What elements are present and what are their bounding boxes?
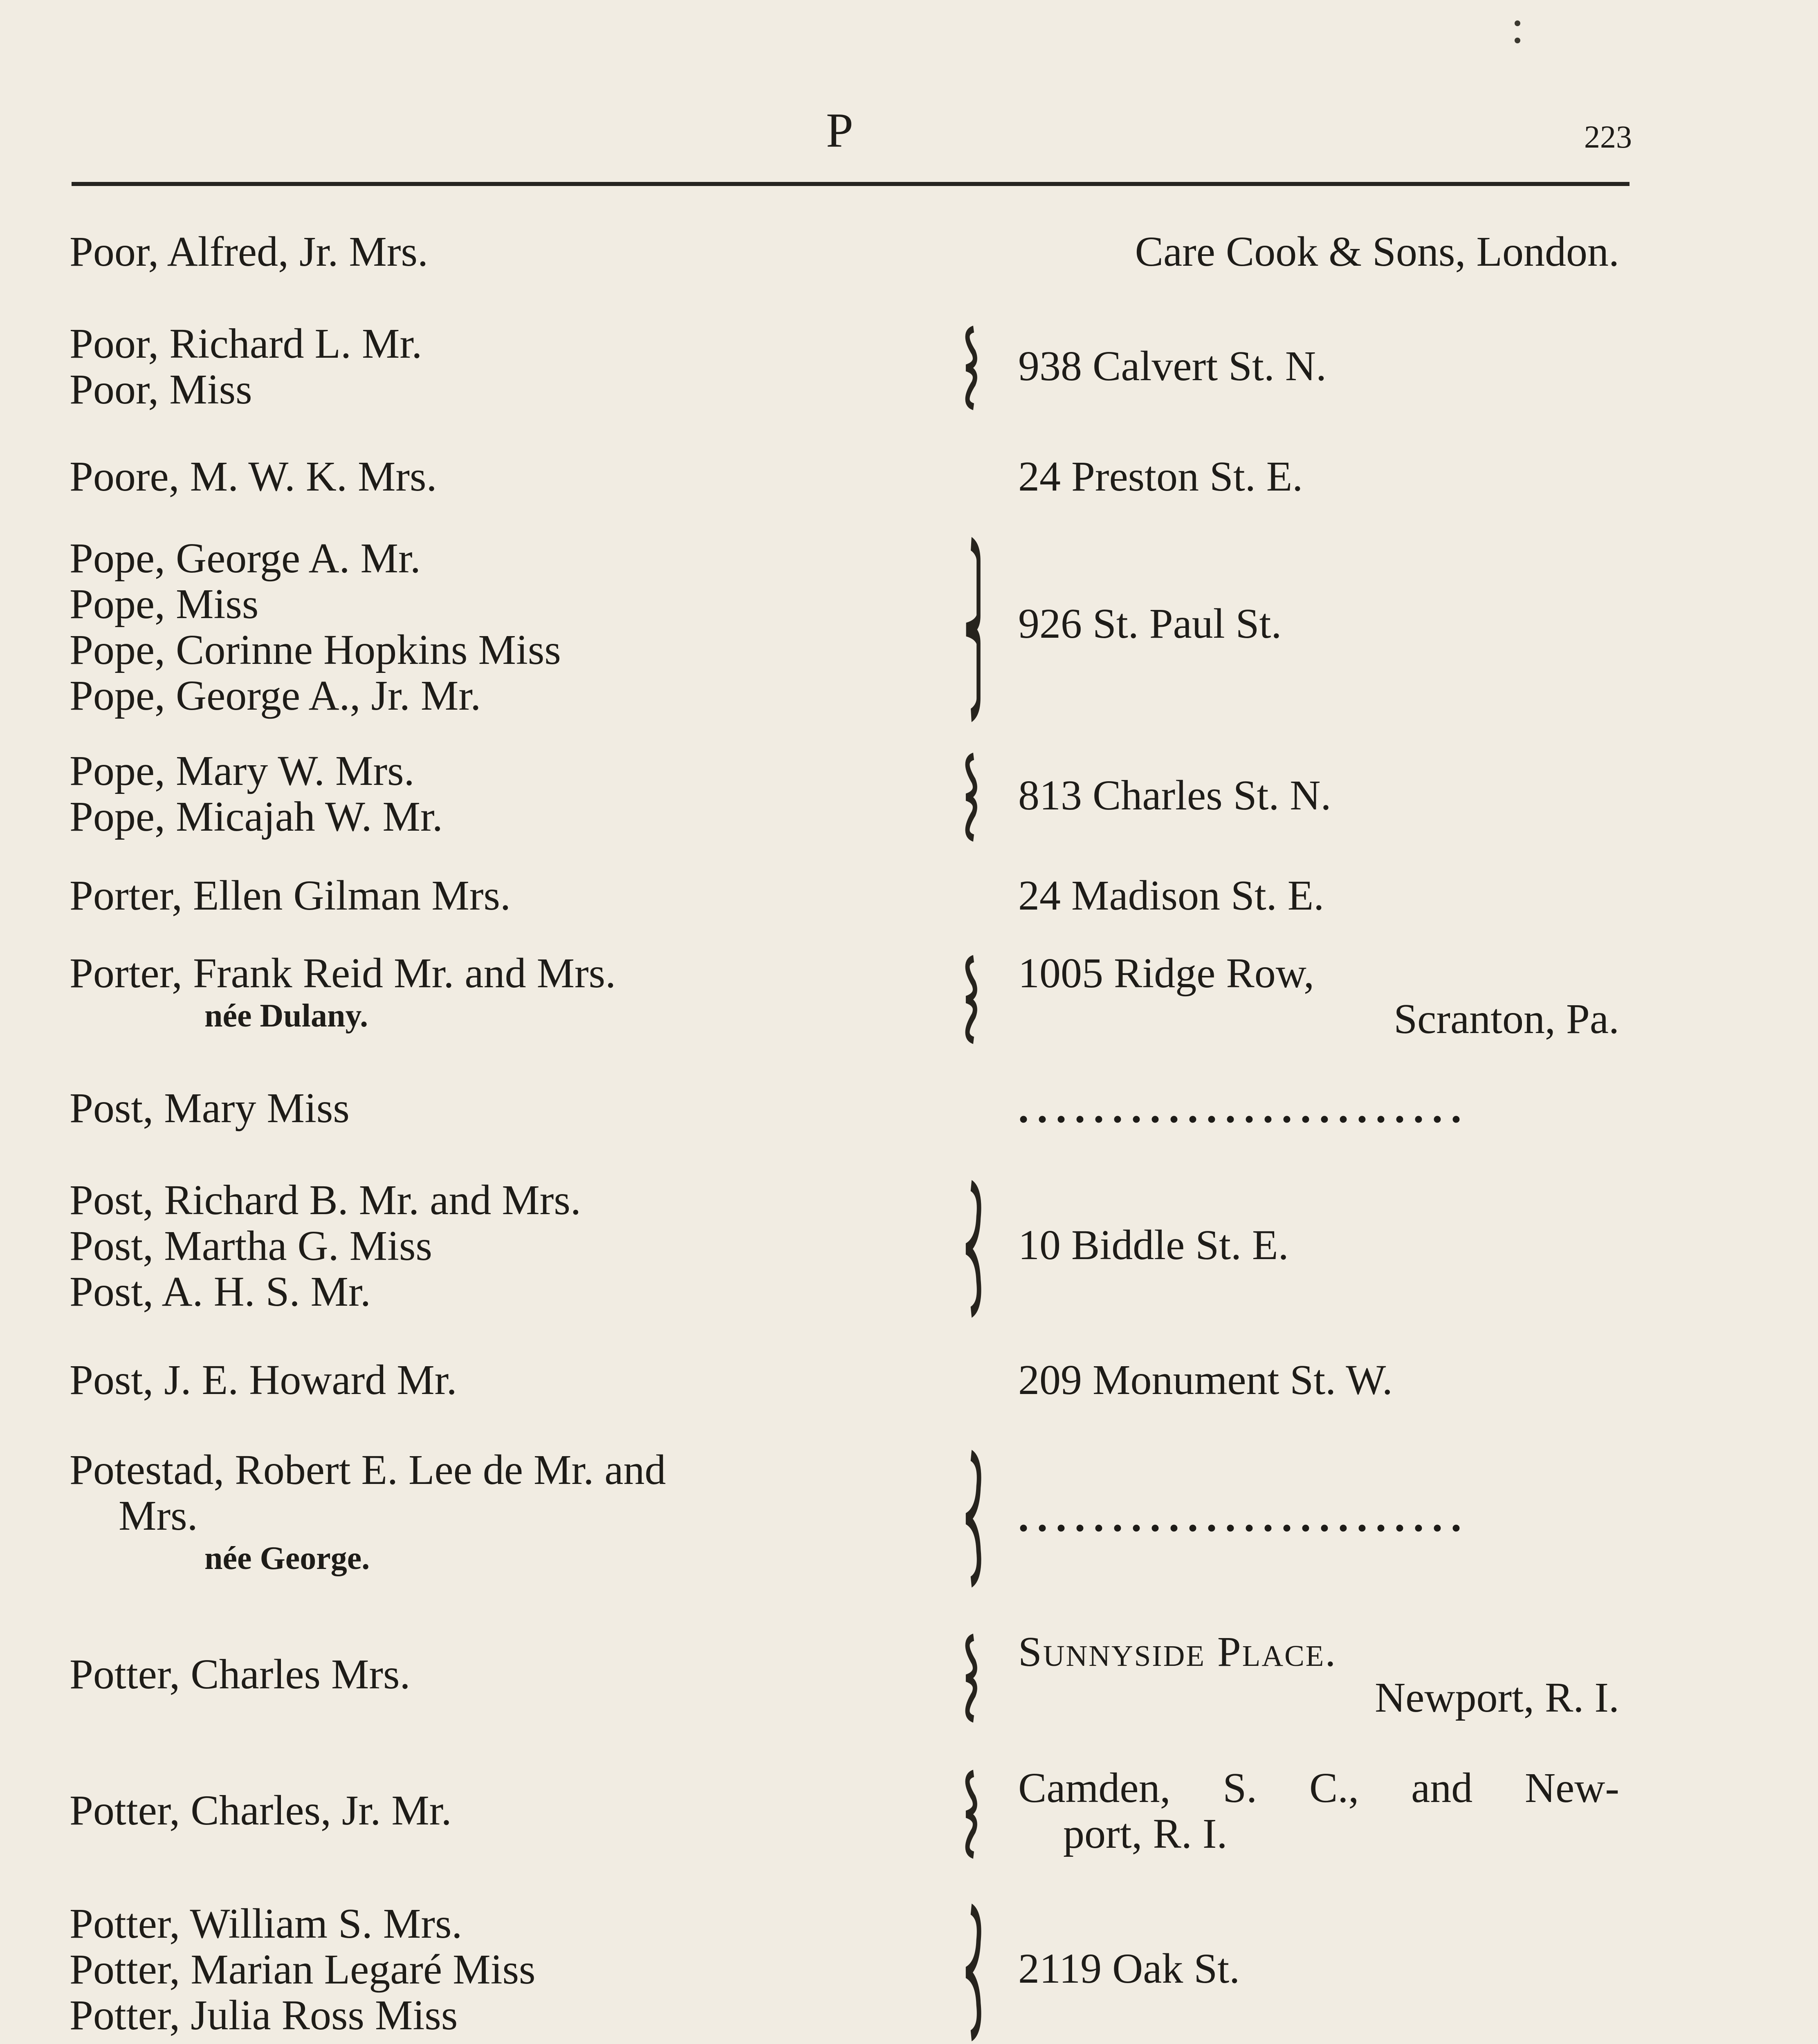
address-line: 926 St. Paul St. [1018,600,1282,647]
entry-name: Post, Martha G. Miss [70,1222,432,1269]
address-line: 10 Biddle St. E. [1018,1221,1289,1269]
address-line: Newport, R. I. [1375,1674,1619,1721]
address-line: 24 Madison St. E. [1018,872,1324,919]
entry-address [1018,1357,1619,1403]
entry-name: Potter, Charles, Jr. Mr. [70,1787,452,1834]
entry-names [70,1177,581,1315]
entry-name: Potter, Julia Ross Miss [70,1992,458,2039]
entry-address [1018,1085,1619,1131]
entry-name: Pope, George A., Jr. Mr. [70,672,481,719]
entry-name: Porter, Frank Reid Mr. and Mrs. [70,950,616,997]
address-line: 24 Preston St. E. [1018,453,1303,500]
entry-names [70,1788,452,1833]
maiden-name: née Dulany. [204,998,368,1034]
address-line: Sunnyside Place. [1018,1628,1337,1675]
entry-name: Potestad, Robert E. Lee de Mr. and [70,1446,666,1493]
entry-name: Pope, George A. Mr. [70,535,421,582]
maiden-name: née George. [204,1540,370,1576]
entry-names [70,873,511,919]
entry-address [1018,343,1619,389]
entry-name: Potter, Marian Legaré Miss [70,1946,536,1993]
entry-address [1018,454,1619,500]
entry-address [1018,1946,1619,1992]
entry-address [1018,1629,1619,1721]
entry-name: Post, A. H. S. Mr. [70,1268,371,1315]
address-leader-dots: ........................ [1018,1085,1470,1131]
entry-address [1018,1765,1619,1857]
entry-name: Post, J. E. Howard Mr. [70,1356,457,1403]
address-leader-dots: ........................ [1018,1494,1470,1540]
brace-mark [959,959,1008,1040]
entry-name: Poor, Alfred, Jr. Mrs. [70,228,428,275]
entry-names [70,950,616,1035]
entry-name: Pope, Mary W. Mrs. [70,747,415,794]
entry-names [70,1357,457,1403]
address-line: Scranton, Pa. [1394,995,1619,1042]
entry-names [70,229,428,275]
entry-address [1018,873,1619,919]
print-speck [1515,20,1520,26]
entry-name: Pope, Miss [70,580,259,628]
brace-mark [959,544,1008,715]
entry-name: Pope, Corinne Hopkins Miss [70,626,561,673]
entry-name: Post, Mary Miss [70,1085,350,1132]
entry-name: Pope, Micajah W. Mr. [70,793,443,840]
entry-name: Poore, M. W. K. Mrs. [70,453,437,500]
address-line: 813 Charles St. N. [1018,772,1331,819]
entry-name: Poor, Miss [70,366,252,413]
entry-names [70,1085,350,1131]
address-line: Care Cook & Sons, London. [1135,228,1619,275]
page-number: 223 [1584,119,1632,155]
entry-names [70,1901,536,2038]
address-line: 209 Monument St. W. [1018,1356,1393,1403]
entry-name: Poor, Richard L. Mr. [70,320,422,367]
entry-names [70,748,443,840]
brace-mark [959,1455,1008,1582]
entry-address [1018,773,1619,818]
entry-address [1018,1494,1619,1540]
brace-mark [959,1909,1008,2036]
address-line: Camden, S. C., and New- [1018,1764,1619,1811]
address-line: port, R. I. [1063,1810,1228,1857]
section-letter: P [826,103,857,157]
brace-mark [959,756,1008,838]
address-line: 938 Calvert St. N. [1018,343,1326,390]
brace-mark [959,329,1008,407]
entry-names [70,321,422,412]
entry-name-continued: Mrs. [119,1492,198,1539]
entry-address [1018,950,1619,1042]
entry-name: Porter, Ellen Gilman Mrs. [70,872,511,919]
entry-address [1018,601,1619,647]
address-line: 1005 Ridge Row, [1018,950,1315,997]
entry-names [70,1652,411,1697]
entry-name: Post, Richard B. Mr. and Mrs. [70,1177,581,1224]
entry-address [1018,229,1619,275]
entry-name: Potter, William S. Mrs. [70,1900,462,1947]
print-speck [1515,38,1520,43]
entry-names [70,536,561,719]
entry-names [70,454,437,500]
brace-mark [959,1773,1008,1855]
brace-mark [959,1186,1008,1312]
address-line: 2119 Oak St. [1018,1945,1240,1992]
entry-address [1018,1222,1619,1268]
entry-names [70,1447,666,1578]
header-rule [72,182,1629,186]
entry-name: Potter, Charles Mrs. [70,1651,411,1698]
brace-mark [959,1637,1008,1719]
